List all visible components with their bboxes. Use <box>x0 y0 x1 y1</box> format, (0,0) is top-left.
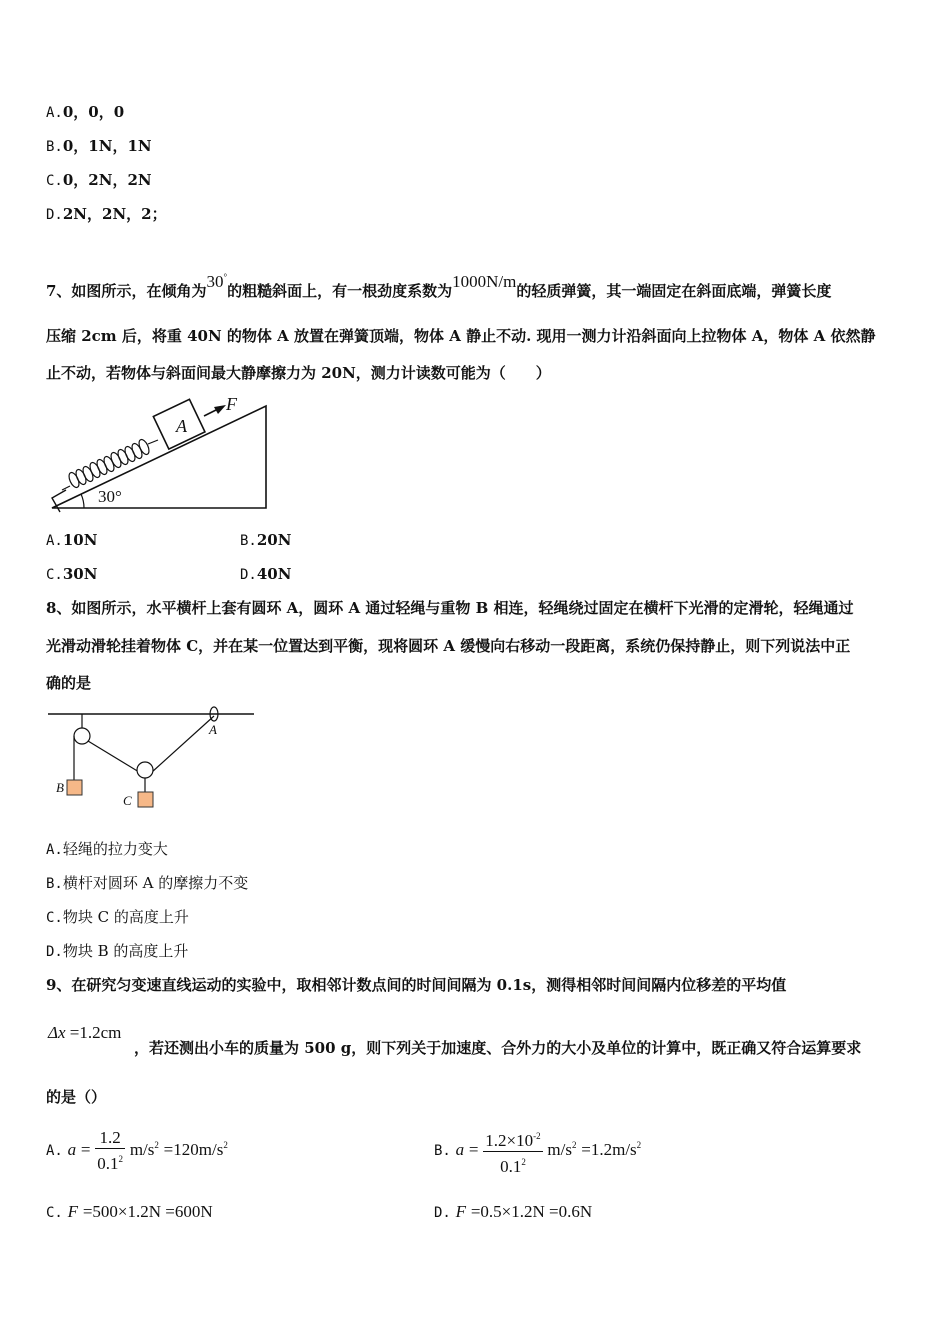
q9-option-b-fraction <box>483 1126 542 1177</box>
block-c-label: C <box>123 793 132 808</box>
q8-stem-line1: 8、如图所示，水平横杆上套有圆环 A，圆环 A 通过轻绳与重物 B 相连，轻绳绕过固定在横杆下光滑的定滑轮，轻绳通过 <box>46 599 854 617</box>
q7-stem-line1 <box>46 272 832 301</box>
q9-option-c-label: C. <box>46 1205 63 1221</box>
q7-option-d-text: 40N <box>256 565 292 583</box>
q9-option-d <box>434 1202 592 1223</box>
q7-stem-part-b: 的粗糙斜面上，有一根劲度系数为 <box>227 282 453 300</box>
q9-option-a-fraction <box>95 1128 125 1174</box>
q6-option-b <box>46 136 152 157</box>
q7-spring-constant: 1000N/m <box>452 272 517 291</box>
q7-angle-value: 30 <box>206 272 224 291</box>
angle-arc <box>81 494 84 508</box>
q7-angle <box>206 272 227 291</box>
q6-option-d-label: D. <box>46 207 63 223</box>
q9-option-a-eq: = <box>80 1140 91 1159</box>
q9-option-a-label: A. <box>46 1143 63 1159</box>
q9-option-a-den-exp: 2 <box>118 1154 124 1164</box>
q8-stem-line3: 确的是 <box>46 674 92 692</box>
q9-option-b-num-exp: -2 <box>533 1130 541 1141</box>
q7-option-a-text: 10N <box>62 531 98 549</box>
q9-option-a-result-base: =120m/s <box>163 1140 224 1159</box>
q9-option-b-denominator <box>483 1152 542 1177</box>
q9-option-c <box>46 1202 213 1223</box>
q9-delta-x <box>48 1023 121 1043</box>
q8-option-d-text: 物块 B 的高度上升 <box>62 942 189 960</box>
q7-option-a <box>46 530 97 551</box>
q6-option-a <box>46 102 124 123</box>
q9-stem-line1: 9、在研究匀变速直线运动的实验中，取相邻计数点间的时间间隔为 0.1s，测得相邻时间间隔内位移差的平均值 <box>46 976 787 994</box>
angle-label: 30° <box>98 487 122 506</box>
rope-left-segment <box>88 741 139 772</box>
q8-option-d-label: D. <box>46 944 63 960</box>
q6-option-c-text: 0，2N，2N <box>62 171 152 189</box>
q9-option-a-denominator <box>95 1149 125 1174</box>
q7-stem-part-a: 7、如图所示，在倾角为 <box>46 282 207 300</box>
q7-option-b-text: 20N <box>256 531 292 549</box>
q9-option-a-unit-base: m/s <box>129 1140 155 1159</box>
q9-stem-line2: ，若还测出小车的质量为 500 g，则下列关于加速度、合外力的大小及单位的计算中，既正确又符合运算要求 <box>134 1039 862 1057</box>
q9-option-c-var: F <box>67 1202 79 1221</box>
q7-stem-line2: 压缩 2cm 后，将重 40N 的物体 A 放置在弹簧顶端，物体 A 静止不动. 现用一测力计沿斜面向上拉物体 A，物体 A 依然静 <box>46 327 876 345</box>
q6-option-b-label: B. <box>46 139 63 155</box>
q8-pulley-figure <box>44 702 260 814</box>
q9-option-b-num-base: 1.2×10 <box>485 1130 534 1150</box>
q7-angle-degree: ° <box>223 272 228 282</box>
rope-right-segment <box>152 716 214 772</box>
q9-option-a-numerator: 1.2 <box>95 1128 125 1149</box>
q9-option-b-var: a <box>455 1140 465 1159</box>
q9-option-b-result <box>581 1140 641 1159</box>
block-b-label: B <box>56 780 64 795</box>
q9-option-a-result <box>164 1140 228 1159</box>
q8-option-a-text: 轻绳的拉力变大 <box>62 840 168 858</box>
q7-option-d <box>240 564 291 585</box>
q9-option-b-result-exp: 2 <box>636 1140 642 1150</box>
q8-option-b-label: B. <box>46 876 63 892</box>
q6-option-c-label: C. <box>46 173 63 189</box>
q9-option-b-unit-exp: 2 <box>571 1140 577 1150</box>
q8-option-c-label: C. <box>46 910 63 926</box>
q8-option-a <box>46 839 168 860</box>
q7-option-a-label: A. <box>46 533 63 549</box>
q6-option-a-label: A. <box>46 105 63 121</box>
q9-delta-x-symbol: Δx <box>48 1023 66 1042</box>
q9-option-b-unit <box>547 1140 576 1159</box>
q9-option-b <box>434 1124 641 1177</box>
q9-option-a-result-exp: 2 <box>223 1140 228 1150</box>
q9-option-d-var: F <box>455 1202 467 1221</box>
q9-option-a <box>46 1124 228 1174</box>
block-b <box>67 780 82 795</box>
q9-option-a-den-base: 0.1 <box>97 1154 119 1173</box>
moving-pulley <box>137 762 153 778</box>
q8-stem-line2: 光滑动滑轮挂着物体 C，并在某一位置达到平衡，现将圆环 A 缓慢向右移动一段距离，系统仍保持静止，则下列说法中正 <box>46 637 851 655</box>
q9-option-c-expr: =500×1.2N =600N <box>82 1202 213 1221</box>
q8-option-c <box>46 907 189 928</box>
q9-option-d-expr: =0.5×1.2N =0.6N <box>470 1202 593 1221</box>
block-c <box>138 792 153 807</box>
q7-option-c-text: 30N <box>62 565 98 583</box>
block-a-label: A <box>176 416 187 436</box>
q9-option-a-unit-exp: 2 <box>154 1140 159 1150</box>
q6-option-a-text: 0，0，0 <box>62 103 125 121</box>
q7-option-c-label: C. <box>46 567 63 583</box>
q9-stem-line3: 的是（） <box>46 1088 107 1106</box>
q9-option-b-unit-base: m/s <box>547 1140 572 1159</box>
q7-option-d-label: D. <box>240 567 257 583</box>
force-arrowhead <box>214 405 226 414</box>
ring-a-label: A <box>209 722 217 737</box>
q9-option-b-eq: = <box>468 1140 479 1159</box>
q6-option-c <box>46 170 152 191</box>
q7-stem-part-c: 的轻质弹簧，其一端固定在斜面底端，弹簧长度 <box>516 282 832 300</box>
q6-option-d-text: 2N，2N，2； <box>62 205 167 223</box>
q7-option-b <box>240 530 291 551</box>
q9-option-d-label: D. <box>434 1205 451 1221</box>
q9-option-b-result-base: =1.2m/s <box>581 1140 637 1159</box>
q9-delta-x-value: =1.2cm <box>69 1023 122 1042</box>
q8-option-d <box>46 941 188 962</box>
q8-option-b-text: 横杆对圆环 A 的摩擦力不变 <box>62 874 249 892</box>
q6-option-d <box>46 204 167 225</box>
q9-option-b-den-base: 0.1 <box>500 1156 522 1176</box>
q9-option-b-den-exp: 2 <box>521 1156 526 1167</box>
q9-option-a-var: a <box>67 1140 77 1159</box>
q9-option-b-numerator <box>483 1126 542 1152</box>
force-label: F <box>226 394 237 414</box>
q8-option-a-label: A. <box>46 842 63 858</box>
q8-option-c-text: 物块 C 的高度上升 <box>62 908 189 926</box>
q9-option-b-label: B. <box>434 1143 451 1159</box>
q7-option-c <box>46 564 97 585</box>
q7-option-b-label: B. <box>240 533 257 549</box>
q9-option-a-unit <box>130 1140 159 1159</box>
q8-option-b <box>46 873 248 894</box>
q7-incline-figure <box>44 394 274 514</box>
fixed-pulley <box>74 728 90 744</box>
q7-stem-line3: 止不动，若物体与斜面间最大静摩擦力为 20N，测力计读数可能为（ ） <box>46 364 551 382</box>
q6-option-b-text: 0，1N，1N <box>62 137 152 155</box>
